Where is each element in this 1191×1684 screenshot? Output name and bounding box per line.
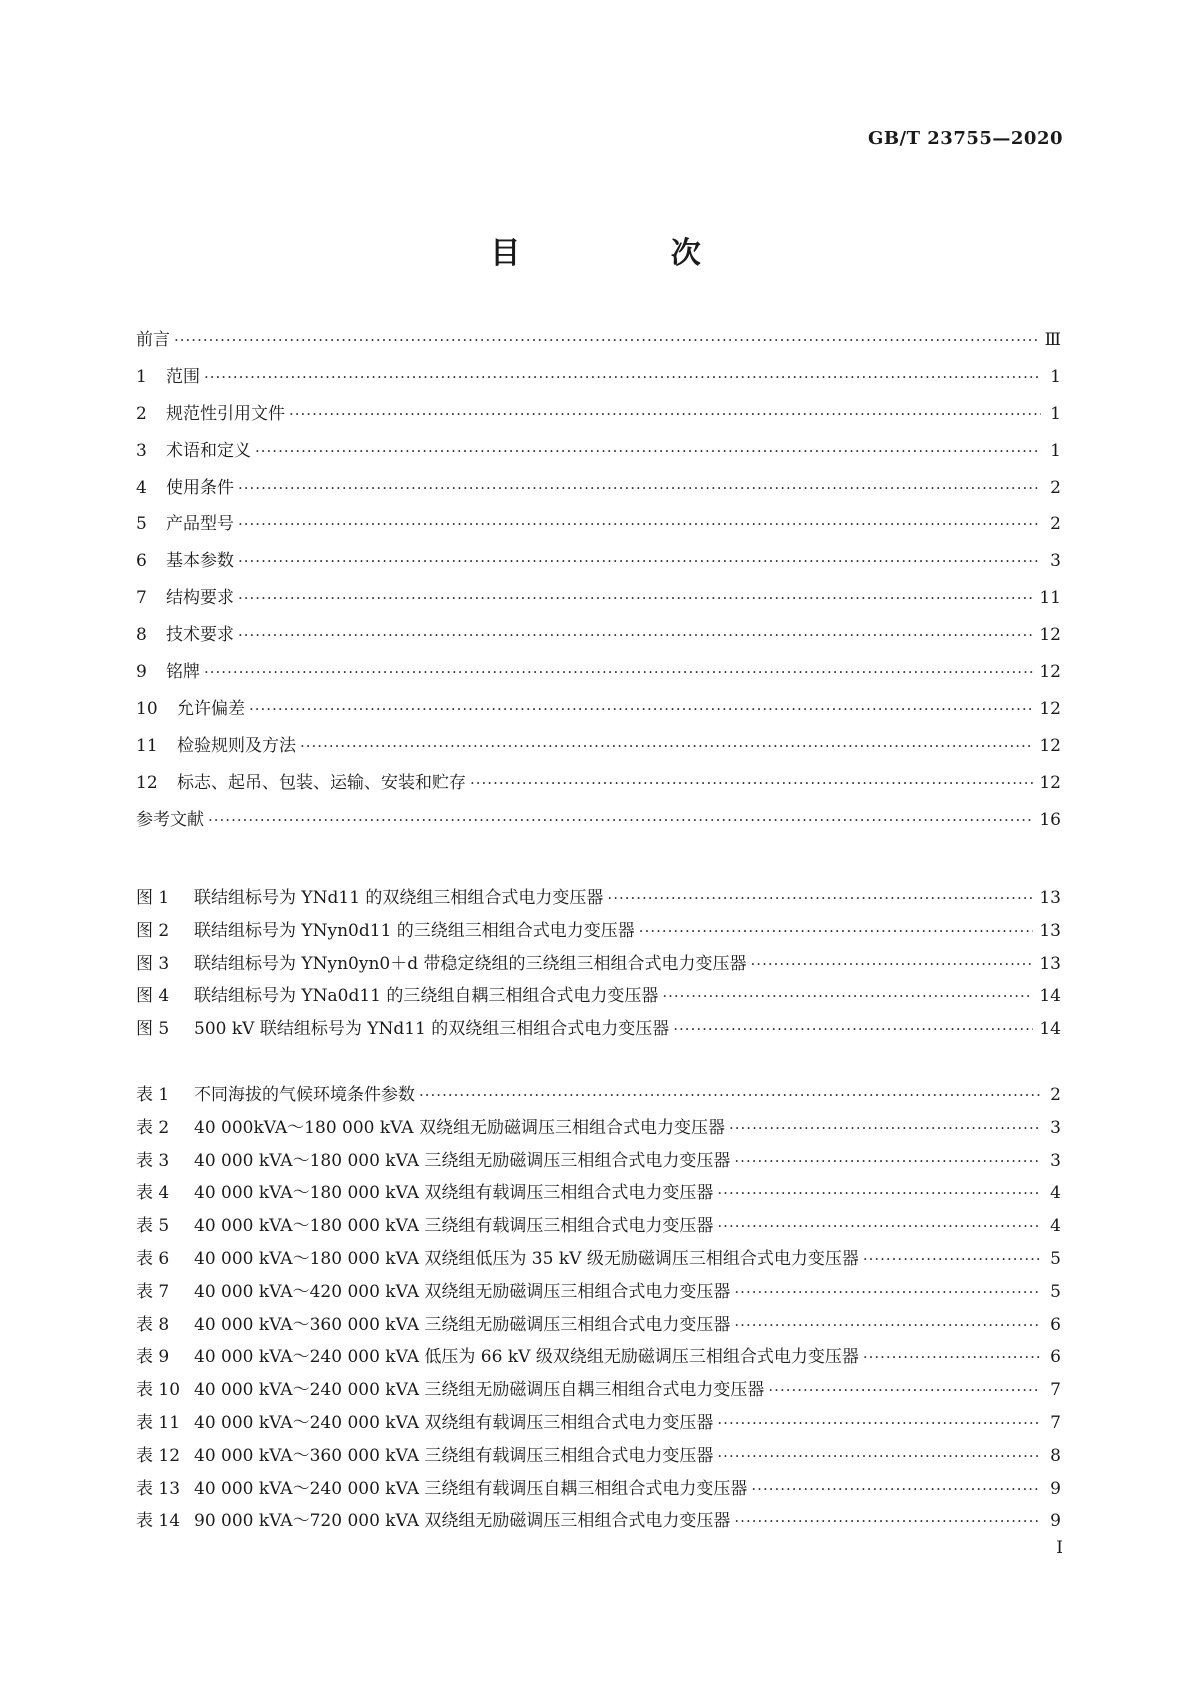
toc-entry-page: 11 bbox=[1039, 588, 1061, 609]
toc-entry-bibliography[interactable] bbox=[136, 805, 1061, 842]
toc-entry-4[interactable] bbox=[136, 473, 1061, 510]
toc-entry-label: 前言 bbox=[136, 330, 170, 350]
toc-entry-11[interactable] bbox=[136, 731, 1061, 768]
table-label: 40 000kVA～180 000 kVA 双绕组无励磁调压三相组合式电力变压器 bbox=[194, 1117, 725, 1138]
page-title: 目 次 bbox=[490, 236, 771, 271]
toc-table-6[interactable] bbox=[136, 1244, 1061, 1277]
standard-number: GB/T 23755—2020 bbox=[867, 128, 1063, 149]
toc-entry-label: 术语和定义 bbox=[166, 440, 251, 461]
toc-entry-page: Ⅲ bbox=[1044, 330, 1061, 350]
toc-entry-9[interactable] bbox=[136, 657, 1061, 694]
toc-entry-page: 12 bbox=[1039, 772, 1061, 793]
dot-leader bbox=[238, 515, 1041, 533]
dot-leader bbox=[734, 1283, 1041, 1301]
table-page: 5 bbox=[1050, 1281, 1061, 1302]
toc-entry-number: 6 bbox=[136, 551, 147, 572]
page-number: I bbox=[1056, 1538, 1063, 1558]
table-page: 4 bbox=[1050, 1183, 1061, 1204]
toc-entry-number: 8 bbox=[136, 625, 147, 646]
toc-entry-number: 12 bbox=[136, 772, 158, 793]
toc-entry-5[interactable] bbox=[136, 509, 1061, 546]
table-label: 40 000 kVA～180 000 kVA 双绕组低压为 35 kV 级无励磁调压三相组合式电力变压器 bbox=[194, 1248, 859, 1269]
toc-entry-1[interactable] bbox=[136, 362, 1061, 399]
toc-entry-7[interactable] bbox=[136, 583, 1061, 620]
dot-leader bbox=[238, 626, 1033, 644]
dot-leader bbox=[639, 922, 1034, 940]
table-page: 9 bbox=[1050, 1478, 1061, 1499]
table-label: 40 000 kVA～240 000 kVA 双绕组有载调压三相组合式电力变压器 bbox=[194, 1412, 714, 1433]
toc-entry-number: 7 bbox=[136, 588, 147, 609]
toc-entry-foreword[interactable] bbox=[136, 325, 1061, 362]
toc-table-3[interactable] bbox=[136, 1146, 1061, 1179]
toc-entry-page: 3 bbox=[1050, 551, 1061, 572]
figure-number: 图 1 bbox=[136, 888, 170, 908]
dot-leader bbox=[673, 1020, 1033, 1038]
table-page: 5 bbox=[1050, 1248, 1061, 1269]
dot-leader bbox=[662, 987, 1033, 1005]
toc-entry-page: 12 bbox=[1039, 662, 1061, 683]
figure-label: 联结组标号为 YNd11 的双绕组三相组合式电力变压器 bbox=[194, 888, 604, 908]
toc-entry-6[interactable] bbox=[136, 546, 1061, 583]
table-label: 40 000 kVA～240 000 kVA 三绕组无励磁调压自耦三相组合式电力变压器 bbox=[194, 1380, 765, 1401]
toc-table-5[interactable] bbox=[136, 1211, 1061, 1244]
toc-entry-number: 3 bbox=[136, 440, 147, 461]
toc-entry-label: 基本参数 bbox=[166, 551, 234, 572]
toc-table-2[interactable] bbox=[136, 1113, 1061, 1146]
table-number: 表 6 bbox=[136, 1248, 170, 1269]
dot-leader bbox=[751, 955, 1034, 973]
toc-figure-5[interactable] bbox=[136, 1014, 1061, 1047]
table-number: 表 13 bbox=[136, 1478, 181, 1499]
figure-page: 13 bbox=[1039, 888, 1061, 908]
toc-entry-3[interactable] bbox=[136, 436, 1061, 473]
table-number: 表 2 bbox=[136, 1117, 170, 1138]
toc-entry-label: 范围 bbox=[166, 366, 200, 387]
table-number: 表 12 bbox=[136, 1445, 181, 1466]
table-label: 40 000 kVA～180 000 kVA 三绕组无励磁调压三相组合式电力变压器 bbox=[194, 1150, 731, 1171]
dot-leader bbox=[204, 368, 1041, 386]
table-label: 40 000 kVA～240 000 kVA 低压为 66 kV 级双绕组无励磁调压三相组合式电力变压器 bbox=[194, 1347, 859, 1368]
figure-number: 图 4 bbox=[136, 986, 170, 1007]
toc-table-8[interactable] bbox=[136, 1310, 1061, 1343]
dot-leader bbox=[174, 331, 1039, 349]
dot-leader bbox=[204, 663, 1033, 681]
table-number: 表 8 bbox=[136, 1314, 170, 1335]
figure-number: 图 3 bbox=[136, 953, 170, 974]
table-label: 40 000 kVA～180 000 kVA 三绕组有载调压三相组合式电力变压器 bbox=[194, 1216, 714, 1237]
toc-table-13[interactable] bbox=[136, 1474, 1061, 1507]
figure-page: 13 bbox=[1039, 920, 1061, 941]
dot-leader bbox=[729, 1119, 1041, 1137]
dot-leader bbox=[300, 737, 1033, 755]
dot-leader bbox=[470, 774, 1033, 792]
toc-entry-number: 10 bbox=[136, 698, 158, 719]
figure-label: 联结组标号为 YNa0d11 的三绕组自耦三相组合式电力变压器 bbox=[194, 986, 659, 1007]
toc-entry-label: 标志、起吊、包装、运输、安装和贮存 bbox=[177, 772, 466, 793]
toc-table-7[interactable] bbox=[136, 1277, 1061, 1310]
table-label: 40 000 kVA～420 000 kVA 双绕组无励磁调压三相组合式电力变压器 bbox=[194, 1281, 731, 1302]
figure-label: 联结组标号为 YNyn0yn0＋d 带稳定绕组的三绕组三相组合式电力变压器 bbox=[194, 953, 747, 974]
toc-entry-number: 1 bbox=[136, 366, 147, 387]
toc-table-10[interactable] bbox=[136, 1375, 1061, 1408]
toc-entry-number: 5 bbox=[136, 514, 147, 535]
figure-label: 500 kV 联结组标号为 YNd11 的双绕组三相组合式电力变压器 bbox=[194, 1019, 670, 1040]
toc-entry-page: 12 bbox=[1039, 625, 1061, 646]
toc-entry-label: 结构要求 bbox=[166, 588, 234, 609]
dot-leader bbox=[863, 1250, 1041, 1268]
dot-leader bbox=[734, 1512, 1041, 1530]
toc-table-14[interactable] bbox=[136, 1506, 1061, 1539]
dot-leader bbox=[607, 889, 1033, 907]
toc-entry-page: 12 bbox=[1039, 698, 1061, 719]
toc-entry-number: 9 bbox=[136, 662, 147, 683]
table-label: 90 000 kVA～720 000 kVA 双绕组无励磁调压三相组合式电力变压器 bbox=[194, 1511, 731, 1532]
table-page: 3 bbox=[1050, 1117, 1061, 1138]
dot-leader bbox=[238, 552, 1041, 570]
table-number: 表 5 bbox=[136, 1216, 170, 1237]
dot-leader bbox=[863, 1348, 1041, 1366]
table-page: 9 bbox=[1050, 1511, 1061, 1532]
table-number: 表 11 bbox=[136, 1412, 181, 1433]
dot-leader bbox=[734, 1316, 1041, 1334]
toc-entry-page: 1 bbox=[1050, 366, 1061, 387]
toc-entry-page: 16 bbox=[1039, 809, 1061, 830]
toc-entry-12[interactable] bbox=[136, 768, 1061, 805]
dot-leader bbox=[255, 442, 1041, 460]
dot-leader bbox=[717, 1184, 1041, 1202]
dot-leader bbox=[717, 1414, 1041, 1432]
toc-table-9[interactable] bbox=[136, 1342, 1061, 1375]
table-label: 40 000 kVA～240 000 kVA 三绕组有载调压自耦三相组合式电力变压器 bbox=[194, 1478, 748, 1499]
dot-leader bbox=[751, 1480, 1041, 1498]
table-page: 7 bbox=[1050, 1380, 1061, 1401]
toc-figure-2[interactable] bbox=[136, 916, 1061, 949]
table-label: 不同海拔的气候环境条件参数 bbox=[194, 1085, 415, 1105]
toc-entry-label: 允许偏差 bbox=[177, 698, 245, 719]
toc-table-1[interactable] bbox=[136, 1080, 1061, 1113]
toc-entry-number: 2 bbox=[136, 403, 147, 424]
toc-entry-number: 4 bbox=[136, 477, 147, 498]
toc-entry-page: 1 bbox=[1050, 403, 1061, 424]
table-label: 40 000 kVA～180 000 kVA 双绕组有载调压三相组合式电力变压器 bbox=[194, 1183, 714, 1204]
table-page: 8 bbox=[1050, 1445, 1061, 1466]
toc-entry-label: 技术要求 bbox=[166, 625, 234, 646]
toc-entry-page: 1 bbox=[1050, 440, 1061, 461]
dot-leader bbox=[419, 1086, 1041, 1104]
table-number: 表 7 bbox=[136, 1281, 170, 1302]
toc-entry-page: 2 bbox=[1050, 514, 1061, 535]
toc-entry-page: 2 bbox=[1050, 477, 1061, 498]
table-number: 表 3 bbox=[136, 1150, 170, 1171]
toc-figure-1[interactable] bbox=[136, 883, 1061, 916]
figure-page: 14 bbox=[1039, 1019, 1061, 1040]
table-number: 表 4 bbox=[136, 1183, 170, 1204]
dot-leader bbox=[238, 589, 1033, 607]
table-page: 4 bbox=[1050, 1216, 1061, 1237]
toc-tables-list bbox=[136, 1080, 1061, 1539]
figure-page: 14 bbox=[1039, 986, 1061, 1007]
table-page: 7 bbox=[1050, 1412, 1061, 1433]
toc-entry-label: 检验规则及方法 bbox=[177, 735, 296, 756]
dot-leader bbox=[249, 700, 1033, 718]
table-page: 3 bbox=[1050, 1150, 1061, 1171]
figure-page: 13 bbox=[1039, 953, 1061, 974]
figure-number: 图 2 bbox=[136, 920, 170, 941]
table-number: 表 9 bbox=[136, 1347, 170, 1368]
toc-entry-label: 铭牌 bbox=[166, 662, 200, 683]
toc-figures-list bbox=[136, 883, 1061, 1047]
dot-leader bbox=[289, 405, 1041, 423]
toc-entry-10[interactable] bbox=[136, 694, 1061, 731]
table-number: 表 1 bbox=[136, 1085, 170, 1105]
toc-entry-number: 11 bbox=[136, 735, 158, 756]
dot-leader bbox=[238, 479, 1041, 497]
toc-figure-4[interactable] bbox=[136, 981, 1061, 1014]
toc-entry-label: 规范性引用文件 bbox=[166, 403, 285, 424]
table-label: 40 000 kVA～360 000 kVA 三绕组有载调压三相组合式电力变压器 bbox=[194, 1445, 714, 1466]
table-label: 40 000 kVA～360 000 kVA 三绕组无励磁调压三相组合式电力变压器 bbox=[194, 1314, 731, 1335]
table-page: 6 bbox=[1050, 1347, 1061, 1368]
table-page: 6 bbox=[1050, 1314, 1061, 1335]
dot-leader bbox=[734, 1152, 1041, 1170]
toc-entry-label: 参考文献 bbox=[136, 809, 204, 830]
toc-main-list bbox=[136, 325, 1061, 841]
dot-leader bbox=[717, 1217, 1041, 1235]
dot-leader bbox=[717, 1447, 1041, 1465]
toc-table-12[interactable] bbox=[136, 1441, 1061, 1474]
table-page: 2 bbox=[1050, 1085, 1061, 1105]
dot-leader bbox=[768, 1381, 1041, 1399]
toc-entry-2[interactable] bbox=[136, 399, 1061, 436]
figure-number: 图 5 bbox=[136, 1019, 170, 1040]
table-number: 表 14 bbox=[136, 1511, 181, 1532]
toc-table-11[interactable] bbox=[136, 1408, 1061, 1441]
toc-figure-3[interactable] bbox=[136, 949, 1061, 982]
table-number: 表 10 bbox=[136, 1380, 181, 1401]
toc-entry-8[interactable] bbox=[136, 620, 1061, 657]
figure-label: 联结组标号为 YNyn0d11 的三绕组三相组合式电力变压器 bbox=[194, 920, 635, 941]
toc-table-4[interactable] bbox=[136, 1178, 1061, 1211]
toc-entry-label: 产品型号 bbox=[166, 514, 234, 535]
toc-entry-page: 12 bbox=[1039, 735, 1061, 756]
toc-entry-label: 使用条件 bbox=[166, 477, 234, 498]
dot-leader bbox=[208, 811, 1033, 829]
